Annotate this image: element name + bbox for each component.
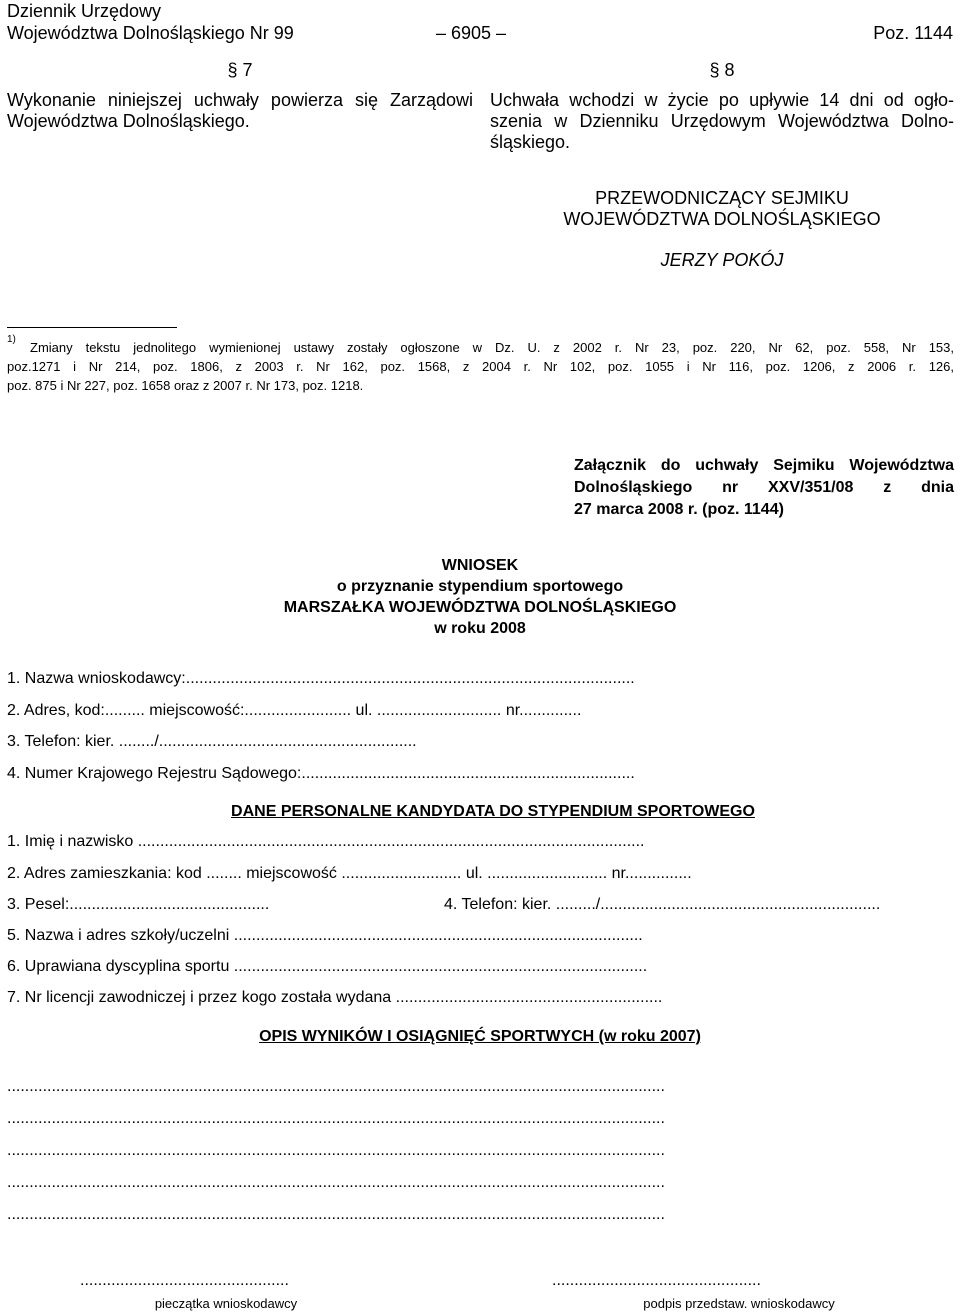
section-7-title: § 7 [227,60,253,80]
form-subtitle: o przyznanie stypendium sportowego [336,578,624,595]
blank-line: .................................................................................................................................................... [7,1110,665,1127]
candidate-heading: DANE PERSONALNE KANDYDATA DO STYPENDIUM SPORTOWEGO [231,803,755,820]
section-8-title: § 8 [709,60,735,80]
stamp-label: pieczątka wnioskodawcy [154,1296,298,1311]
page-number: – 6905 – [436,23,507,43]
blank-line: .................................................................................................................................................... [7,1206,665,1223]
blank-line: .................................................................................................................................................... [7,1142,665,1159]
signature-dots: ............................................... [552,1272,761,1289]
field-candidate-phone: 4. Telefon: kier. ........./............................................................... [444,896,881,913]
section-8-line-3: śląskiego. [490,132,571,152]
signature-title-2: WOJEWÓDZTWA DOLNOŚLĄSKIEGO [563,209,881,229]
section-8-line-2: szenia w Dzienniku Urzędowym Województwa Dolno- [490,111,954,131]
annex-line-3: 27 marca 2008 r. (poz. 1144) [574,501,784,518]
section-7-line-2: Województwa Dolnośląskiego. [7,111,250,131]
footnote-line-3: poz. 875 i Nr 227, poz. 1658 oraz z 2007 r. Nr 173, poz. 1218. [7,378,364,393]
results-heading: OPIS WYNIKÓW I OSIĄGNIĘĆ SPORTWYCH (w roku 2007) [259,1028,701,1045]
section-8-line-1: Uchwała wchodzi w życie po upływie 14 dni od ogło- [490,90,954,110]
volume-title: Województwa Dolnośląskiego Nr 99 [7,23,294,43]
footnote-line-2: poz.1271 i Nr 214, poz. 1806, z 2003 r. Nr 162, poz. 1568, z 2004 r. Nr 102, poz. 1055 i Nr 116, poz. 1206, z 2006 r. 126, [7,359,954,374]
form-title: WNIOSEK [441,557,519,574]
signature-label: podpis przedstaw. wnioskodawcy [643,1296,835,1311]
field-candidate-pesel: 3. Pesel:............................................. [7,896,270,913]
annex-line-1: Załącznik do uchwały Sejmiku Województwa [574,457,954,474]
stamp-dots: ............................................... [80,1272,289,1289]
publication-title: Dziennik Urzędowy [7,1,162,21]
footnote-separator [7,327,177,328]
field-applicant-name: 1. Nazwa wnioskodawcy:..................................................................................................... [7,670,635,687]
field-candidate-address: 2. Adres zamieszkania: kod ........ miejscowość ........................... ul. ........................... nr............... [7,865,692,882]
form-year: w roku 2008 [434,620,526,637]
signature-name: JERZY POKÓJ [660,250,784,270]
field-candidate-name: 1. Imię i nazwisko .................................................................................................................. [7,833,645,850]
field-applicant-address: 2. Adres, kod:......... miejscowość:........................ ul. ............................ nr.............. [7,702,582,719]
footnote-marker: 1) [7,334,16,345]
field-applicant-phone: 3. Telefon: kier. ......../.......................................................... [7,733,417,750]
field-candidate-school: 5. Nazwa i adres szkoły/uczelni ............................................................................................ [7,927,643,944]
blank-line: .................................................................................................................................................... [7,1078,665,1095]
annex-line-2: Dolnośląskiego nr XXV/351/08 z dnia [574,479,954,496]
position-number: Poz. 1144 [873,23,953,43]
section-7-line-1: Wykonanie niniejszej uchwały powierza się Zarządowi [7,90,473,110]
blank-line: .................................................................................................................................................... [7,1174,665,1191]
signature-title-1: PRZEWODNICZĄCY SEJMIKU [595,188,849,208]
form-organization: MARSZAŁKA WOJEWÓDZTWA DOLNOŚLĄSKIEGO [283,599,677,616]
footnote-line-1: Zmiany tekstu jednolitego wymienionej ustawy zostały ogłoszone w Dz. U. z 2002 r. Nr 23, poz. 220, Nr 62, poz. 558, Nr 153, [30,340,954,355]
field-candidate-discipline: 6. Uprawiana dyscyplina sportu ............................................................................................. [7,958,648,975]
field-candidate-license: 7. Nr licencji zawodniczej i przez kogo została wydana ............................................................ [7,989,663,1006]
field-krs-number: 4. Numer Krajowego Rejestru Sądowego:........................................................................... [7,765,635,782]
